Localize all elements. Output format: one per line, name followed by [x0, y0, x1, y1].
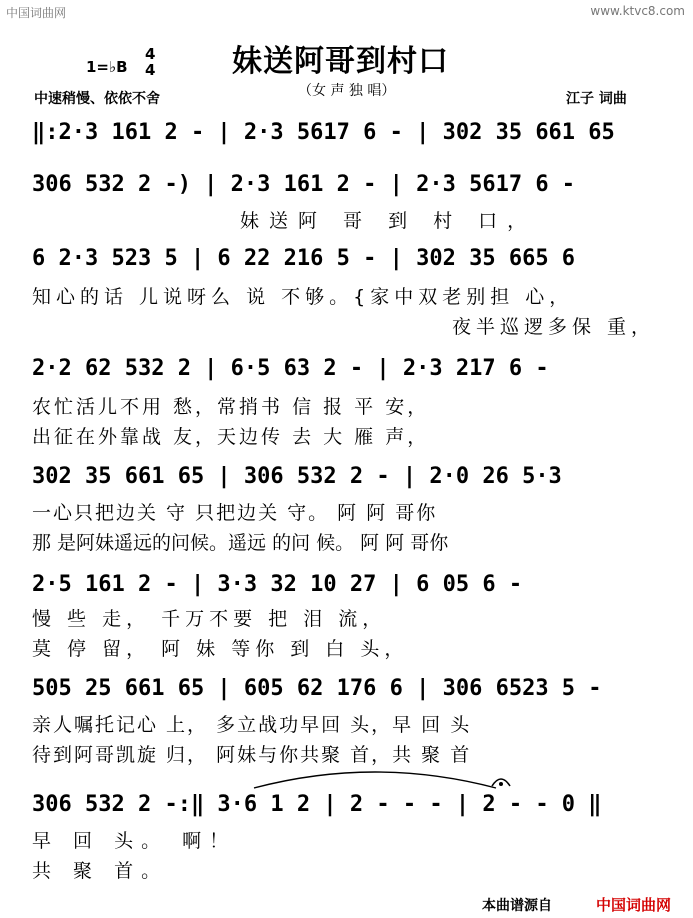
score-line-1: ‖:2·3 161 2 - | 2·3 5617 6 - | 302 35 661 65 [32, 120, 615, 145]
key-signature: 1=♭B [86, 58, 128, 76]
tempo-marking: 中速稍慢、依依不舍 [34, 91, 160, 107]
lyric-line-3b: 夜半巡逻多保 重， [452, 316, 656, 338]
footer-source-label: 本曲谱源自 [482, 898, 552, 914]
score-line-4: 2·2 62 532 2 | 6·5 63 2 - | 2·3 217 6 - [32, 356, 549, 381]
score-line-3: 6 2·3 523 5 | 6 22 216 5 - | 302 35 665 6 [32, 246, 576, 271]
lyric-line-7b: 待到阿哥凯旋 归， 阿妹与你共聚 首，共 聚 首 [32, 744, 472, 766]
performance-note: （女 声 独 唱） [298, 83, 396, 99]
composer-credit: 江子 词曲 [566, 91, 627, 107]
slur-arc [250, 762, 500, 792]
time-signature-bottom: 4 [145, 61, 156, 79]
fermata-icon [490, 772, 512, 788]
lyric-line-4a: 农忙活儿不用 愁，常捎书 信 报 平 安， [32, 396, 430, 418]
lyric-line-3a: 知心的话 儿说呀么 说 不够。{家中双老别担 心， [32, 286, 574, 308]
score-line-8: 306 532 2 -:‖ 3·6 1 2 | 2 - - - | 2 - - 0 ‖ [32, 792, 602, 817]
lyric-line-6a: 慢 些 走， 千万不要 把 泪 流， [32, 608, 387, 630]
song-title: 妹送阿哥到村口 [232, 44, 449, 79]
lyric-line-7a: 亲人嘱托记心 上， 多立战功早回 头，早 回 头 [32, 714, 472, 736]
time-signature-top: 4 [145, 45, 156, 63]
lyric-line-5b: 那 是阿妹遥远的问候。遥远 的问 候。 阿 阿 哥你 [32, 532, 449, 554]
lyric-line-6b: 莫 停 留， 阿 妹 等你 到 白 头， [32, 638, 409, 660]
watermark-site-name: 中国词曲网 [6, 6, 67, 20]
score-line-7: 505 25 661 65 | 605 62 176 6 | 306 6523 5 - [32, 676, 602, 701]
lyric-line-8b: 共 聚 首。 [32, 860, 169, 882]
lyric-line-8a: 早 回 头。 啊！ [32, 830, 237, 852]
lyric-line-4b: 出征在外靠战 友，天边传 去 大 雁 声， [32, 426, 430, 448]
footer-brand-link[interactable]: 中国词曲网 [596, 896, 672, 914]
score-line-5: 302 35 661 65 | 306 532 2 - | 2·0 26 5·3 [32, 464, 562, 489]
lyric-line-2: 妹送阿 哥 到 村 口， [240, 210, 537, 232]
watermark-url: www.ktvc8.com [590, 4, 685, 18]
score-line-6: 2·5 161 2 - | 3·3 32 10 27 | 6 05 6 - [32, 572, 523, 597]
time-signature [145, 46, 155, 78]
lyric-line-5a: 一心只把边关 守 只把边关 守。 阿 阿 哥你 [32, 502, 438, 524]
score-line-2: 306 532 2 -) | 2·3 161 2 - | 2·3 5617 6 - [32, 172, 576, 197]
